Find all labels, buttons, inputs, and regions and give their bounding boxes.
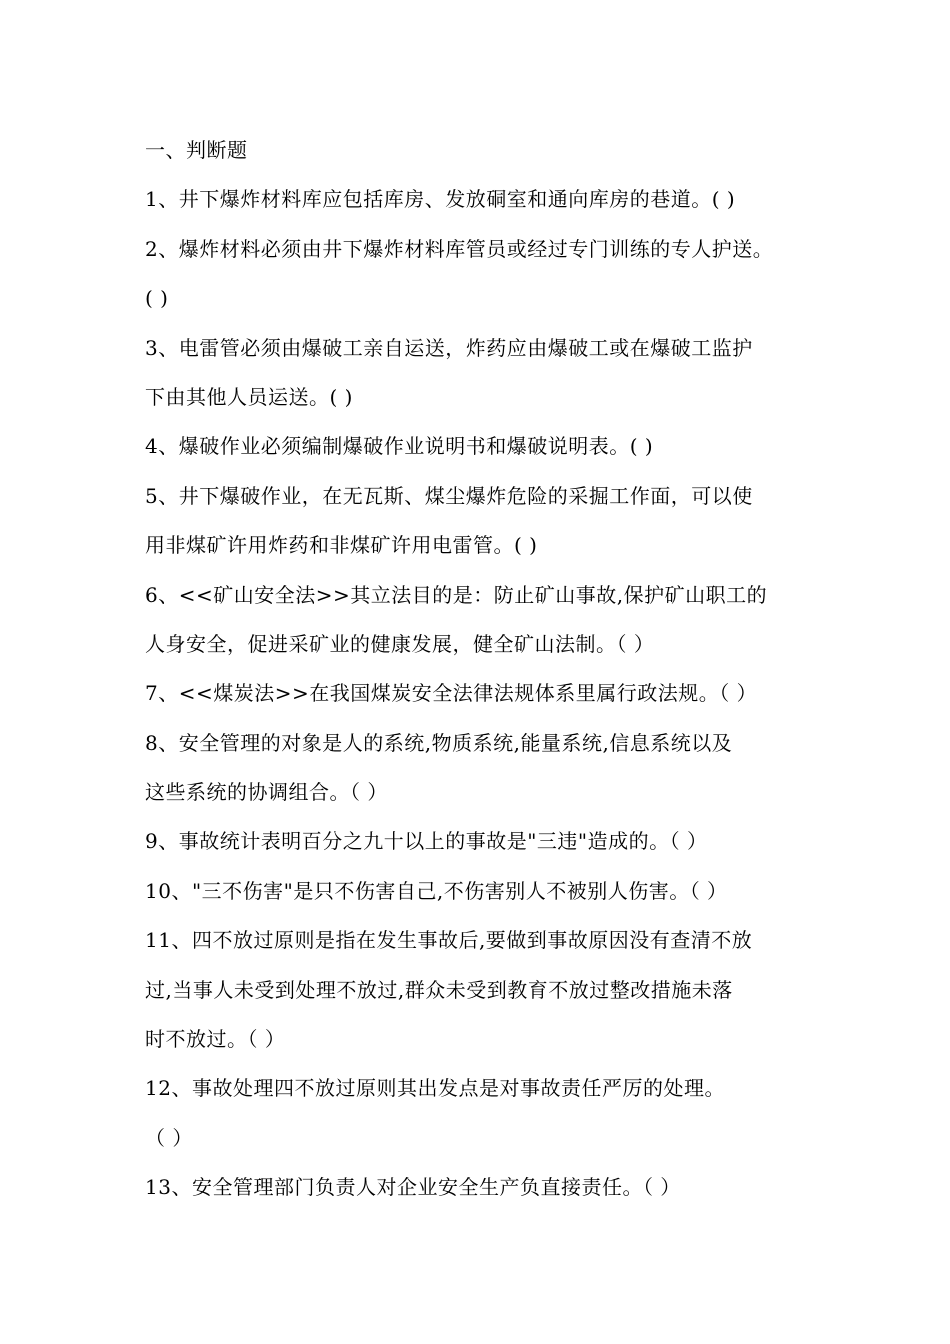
question-5-continued: 用非煤矿许用炸药和非煤矿许用电雷管。( ) [145, 533, 538, 558]
question-6: 6、<<矿山安全法>>其立法目的是：防止矿山事故,保护矿山职工的 [145, 582, 768, 607]
question-2-continued: ( ) [145, 286, 169, 311]
question-11: 11、四不放过原则是指在发生事故后,要做到事故原因没有查清不放 [145, 928, 753, 953]
question-9: 9、事故统计表明百分之九十以上的事故是"三违"造成的。（ ） [145, 829, 708, 854]
question-7: 7、<<煤炭法>>在我国煤炭安全法律法规体系里属行政法规。（ ） [145, 681, 758, 706]
question-8-continued: 这些系统的协调组合。（ ） [145, 780, 388, 805]
question-12: 12、事故处理四不放过原则其出发点是对事故责任严厉的处理。 [145, 1076, 725, 1101]
question-4: 4、爆破作业必须编制爆破作业说明书和爆破说明表。( ) [145, 434, 654, 459]
question-12-continued: （ ） [145, 1125, 193, 1150]
question-5: 5、井下爆破作业，在无瓦斯、煤尘爆炸危险的采掘工作面，可以使 [145, 483, 753, 508]
question-6-continued: 人身安全，促进采矿业的健康发展，健全矿山法制。（ ） [145, 631, 655, 656]
question-13: 13、安全管理部门负责人对企业安全生产负直接责任。（ ） [145, 1175, 681, 1200]
question-3-continued: 下由其他人员运送。( ) [145, 384, 353, 409]
question-11-continued-2: 时不放过。（ ） [145, 1027, 286, 1052]
question-2: 2、爆炸材料必须由井下爆炸材料库管员或经过专门训练的专人护送。 [145, 236, 774, 261]
section-heading: 一、判断题 [145, 138, 248, 162]
question-1: 1、井下爆炸材料库应包括库房、发放硐室和通向库房的巷道。( ) [145, 187, 736, 212]
question-10: 10、"三不伤害"是只不伤害自己,不伤害别人不被别人伤害。（ ） [145, 878, 728, 903]
question-8: 8、安全管理的对象是人的系统,物质系统,能量系统,信息系统以及 [145, 730, 733, 755]
question-3: 3、电雷管必须由爆破工亲自运送，炸药应由爆破工或在爆破工监护 [145, 335, 753, 360]
question-11-continued: 过,当事人未受到处理不放过,群众未受到教育不放过整改措施未落 [145, 977, 733, 1002]
document-body [145, 126, 825, 1213]
